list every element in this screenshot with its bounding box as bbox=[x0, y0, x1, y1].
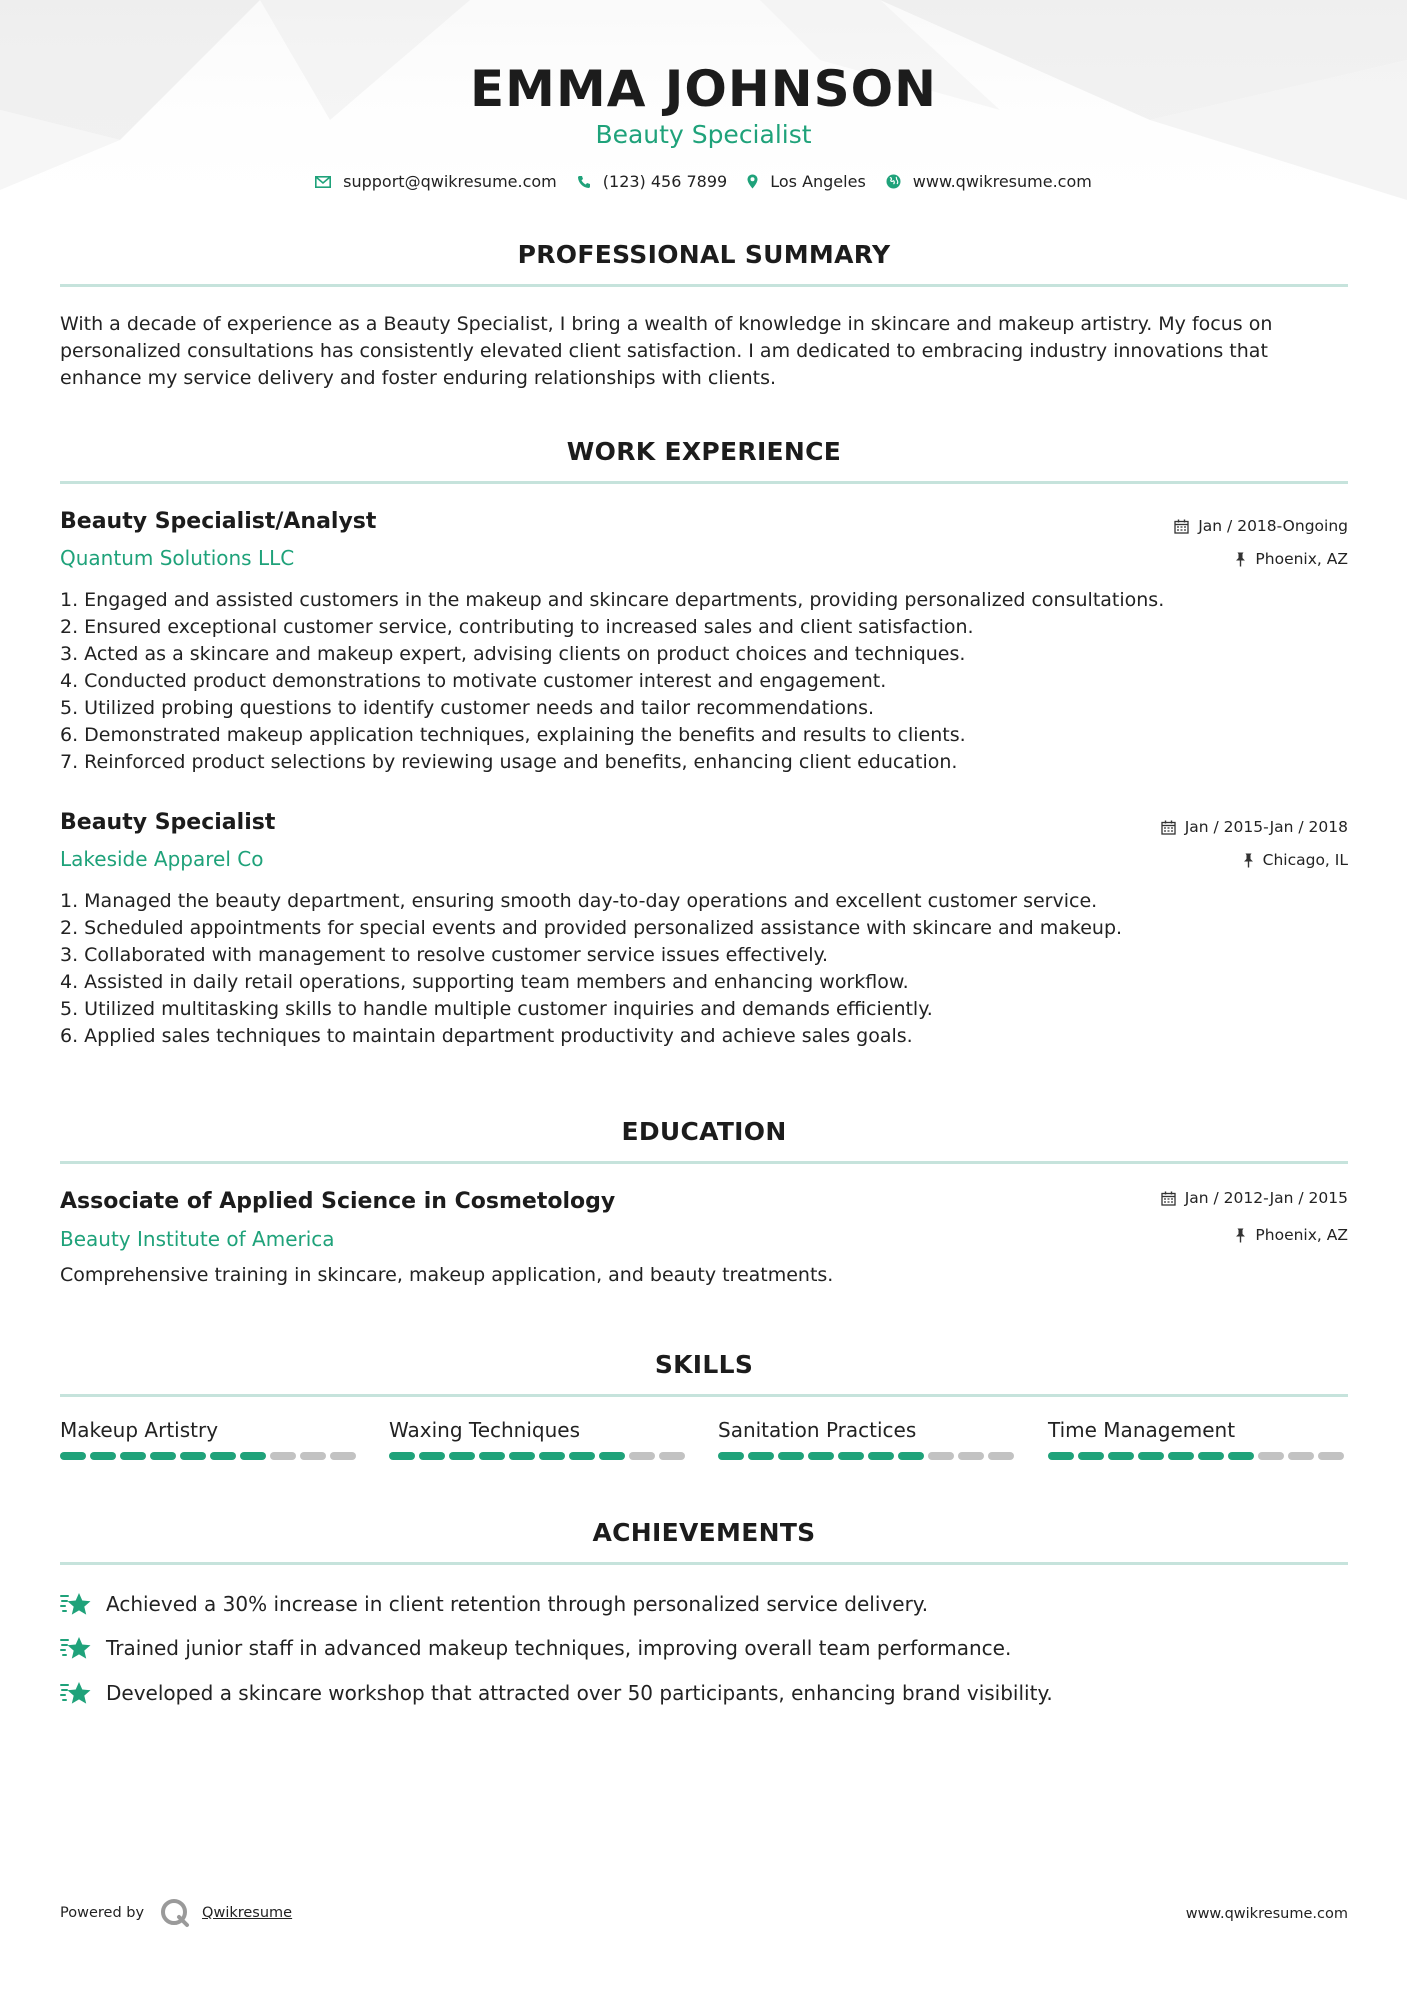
candidate-title: Beauty Specialist bbox=[595, 120, 812, 149]
skill-segment-filled bbox=[180, 1452, 206, 1460]
skill-segment-filled bbox=[569, 1452, 595, 1460]
phone-icon bbox=[577, 175, 591, 189]
achievement-text: Trained junior staff in advanced makeup techniques, improving overall team performance. bbox=[106, 1636, 1012, 1660]
education-divider bbox=[60, 1161, 1348, 1164]
contact-location bbox=[747, 172, 866, 191]
skill-waxing-techniques bbox=[389, 1418, 689, 1460]
skill-segment-empty bbox=[629, 1452, 655, 1460]
school-name: Beauty Institute of America bbox=[60, 1227, 335, 1251]
calendar-icon bbox=[1174, 519, 1189, 534]
star-icon bbox=[60, 1636, 92, 1660]
education-description: Comprehensive training in skincare, makeup application, and beauty treatments. bbox=[60, 1264, 834, 1286]
job-duties-list bbox=[60, 587, 1350, 776]
skill-makeup-artistry bbox=[60, 1418, 360, 1460]
contact-email-text: support@qwikresume.com bbox=[343, 172, 557, 191]
education-location-text: Phoenix, AZ bbox=[1255, 1226, 1348, 1244]
achievement-text: Achieved a 30% increase in client retention through personalized service delivery. bbox=[106, 1592, 929, 1616]
skill-name: Makeup Artistry bbox=[60, 1418, 219, 1442]
education-dates-text: Jan / 2012-Jan / 2015 bbox=[1184, 1189, 1348, 1207]
list-item: 4. Conducted product demonstrations to motivate customer interest and engagement. bbox=[60, 670, 887, 692]
powered-by-label: Powered by bbox=[60, 1905, 145, 1921]
skill-segment-filled bbox=[1198, 1452, 1224, 1460]
achievement-text: Developed a skincare workshop that attracted over 50 participants, enhancing brand visibility. bbox=[106, 1681, 1053, 1705]
list-item: 7. Reinforced product selections by reviewing usage and benefits, enhancing client education. bbox=[60, 751, 958, 773]
skill-segment-filled bbox=[449, 1452, 475, 1460]
footer-website[interactable]: www.qwikresume.com bbox=[1185, 1906, 1348, 1922]
skill-segment-filled bbox=[898, 1452, 924, 1460]
list-item: 5. Utilized multitasking skills to handle multiple customer inquiries and demands efficiently. bbox=[60, 998, 933, 1020]
map-pin-icon bbox=[747, 174, 758, 189]
skill-segment-empty bbox=[1288, 1452, 1314, 1460]
calendar-icon bbox=[1161, 820, 1176, 835]
work-divider bbox=[60, 481, 1348, 484]
skill-segment-filled bbox=[748, 1452, 774, 1460]
skill-segment-filled bbox=[1078, 1452, 1104, 1460]
list-item: 3. Acted as a skincare and makeup expert, advising clients on product choices and techniques. bbox=[60, 643, 966, 665]
job-location bbox=[1235, 550, 1348, 568]
calendar-icon bbox=[1161, 1191, 1176, 1206]
list-item: 6. Demonstrated makeup application techniques, explaining the benefits and results to clients. bbox=[60, 724, 966, 746]
skill-segment-filled bbox=[210, 1452, 236, 1460]
contact-email[interactable] bbox=[315, 172, 557, 191]
skill-segment-filled bbox=[1228, 1452, 1254, 1460]
skill-segment-empty bbox=[659, 1452, 685, 1460]
summary-heading: PROFESSIONAL SUMMARY bbox=[517, 240, 891, 269]
contact-phone-text: (123) 456 7899 bbox=[602, 172, 728, 191]
skill-segment-filled bbox=[1138, 1452, 1164, 1460]
achievement-item bbox=[60, 1592, 928, 1616]
job-title: Beauty Specialist bbox=[60, 810, 276, 835]
job-location-text: Phoenix, AZ bbox=[1255, 550, 1348, 568]
skill-segment-filled bbox=[90, 1452, 116, 1460]
job-dates-text: Jan / 2015-Jan / 2018 bbox=[1184, 818, 1348, 836]
job-location bbox=[1243, 851, 1348, 869]
skill-segment-filled bbox=[60, 1452, 86, 1460]
list-item: 2. Ensured exceptional customer service, contributing to increased sales and client satisfaction. bbox=[60, 616, 974, 638]
degree-title: Associate of Applied Science in Cosmetology bbox=[60, 1189, 616, 1214]
achievement-item bbox=[60, 1681, 1053, 1705]
skill-segment-filled bbox=[868, 1452, 894, 1460]
skill-segment-filled bbox=[389, 1452, 415, 1460]
skill-segment-filled bbox=[150, 1452, 176, 1460]
list-item: 2. Scheduled appointments for special events and provided personalized assistance with skincare and makeup. bbox=[60, 917, 1123, 939]
skill-segment-filled bbox=[120, 1452, 146, 1460]
list-item: 3. Collaborated with management to resolve customer service issues effectively. bbox=[60, 944, 829, 966]
skill-segment-empty bbox=[988, 1452, 1014, 1460]
contact-location-text: Los Angeles bbox=[770, 172, 866, 191]
skill-segment-filled bbox=[1108, 1452, 1134, 1460]
star-icon bbox=[60, 1592, 92, 1616]
skill-segment-filled bbox=[419, 1452, 445, 1460]
job-duties-list bbox=[60, 888, 1350, 1050]
skill-level-bar bbox=[60, 1452, 360, 1460]
education-location bbox=[1235, 1226, 1348, 1244]
skill-segment-filled bbox=[240, 1452, 266, 1460]
skill-segment-filled bbox=[778, 1452, 804, 1460]
footer-powered-by bbox=[60, 1898, 292, 1928]
pushpin-icon bbox=[1235, 552, 1246, 567]
list-item: 5. Utilized probing questions to identify customer needs and tailor recommendations. bbox=[60, 697, 875, 719]
job-dates-text: Jan / 2018-Ongoing bbox=[1198, 517, 1348, 535]
candidate-name: EMMA JOHNSON bbox=[470, 60, 937, 118]
skill-name: Sanitation Practices bbox=[718, 1418, 917, 1442]
globe-icon bbox=[886, 174, 901, 189]
list-item: 4. Assisted in daily retail operations, supporting team members and enhancing workflow. bbox=[60, 971, 909, 993]
achievements-heading: ACHIEVEMENTS bbox=[592, 1518, 816, 1547]
education-dates bbox=[1161, 1189, 1348, 1207]
summary-divider bbox=[60, 284, 1348, 287]
job-company: Lakeside Apparel Co bbox=[60, 847, 264, 871]
contact-phone[interactable] bbox=[577, 172, 727, 191]
skill-segment-filled bbox=[1168, 1452, 1194, 1460]
list-item: 6. Applied sales techniques to maintain department productivity and achieve sales goals. bbox=[60, 1025, 913, 1047]
skill-segment-empty bbox=[958, 1452, 984, 1460]
job-title: Beauty Specialist/Analyst bbox=[60, 509, 377, 534]
star-icon bbox=[60, 1681, 92, 1705]
pushpin-icon bbox=[1235, 1228, 1246, 1243]
contact-website[interactable] bbox=[886, 172, 1092, 191]
skill-segment-empty bbox=[300, 1452, 326, 1460]
job-location-text: Chicago, IL bbox=[1262, 851, 1348, 869]
skill-segment-filled bbox=[718, 1452, 744, 1460]
work-heading: WORK EXPERIENCE bbox=[566, 437, 842, 466]
skill-sanitation-practices bbox=[718, 1418, 1018, 1460]
skill-segment-filled bbox=[479, 1452, 505, 1460]
skill-time-management bbox=[1048, 1418, 1348, 1460]
skill-segment-empty bbox=[270, 1452, 296, 1460]
skill-segment-empty bbox=[1258, 1452, 1284, 1460]
pushpin-icon bbox=[1243, 853, 1254, 868]
achievement-item bbox=[60, 1636, 1011, 1660]
contact-website-text: www.qwikresume.com bbox=[912, 172, 1092, 191]
envelope-icon bbox=[315, 176, 331, 188]
skill-segment-filled bbox=[599, 1452, 625, 1460]
skill-name: Waxing Techniques bbox=[389, 1418, 580, 1442]
skill-level-bar bbox=[389, 1452, 689, 1460]
qwikresume-logo-icon bbox=[160, 1898, 190, 1928]
skill-segment-empty bbox=[928, 1452, 954, 1460]
skill-segment-filled bbox=[539, 1452, 565, 1460]
education-heading: EDUCATION bbox=[621, 1117, 787, 1146]
skill-segment-filled bbox=[1048, 1452, 1074, 1460]
job-dates bbox=[1161, 818, 1348, 836]
achievements-divider bbox=[60, 1562, 1348, 1565]
list-item: 1. Managed the beauty department, ensuring smooth day-to-day operations and excellent customer service. bbox=[60, 890, 1098, 912]
skill-name: Time Management bbox=[1048, 1418, 1236, 1442]
skill-level-bar bbox=[1048, 1452, 1348, 1460]
contact-bar bbox=[0, 172, 1407, 191]
summary-text: With a decade of experience as a Beauty Specialist, I bring a wealth of knowledge in skincare and makeup artistry. My focus on personalized consultations has consistently elevated client satisfaction. I am dedicated to embracing industry innovations that enhance my service delivery and foster enduring relationships with clients. bbox=[60, 313, 1273, 389]
list-item: 1. Engaged and assisted customers in the makeup and skincare departments, providing personalized consultations. bbox=[60, 589, 1165, 611]
skills-divider bbox=[60, 1394, 1348, 1397]
skill-segment-filled bbox=[838, 1452, 864, 1460]
skills-heading: SKILLS bbox=[654, 1350, 754, 1379]
skill-segment-empty bbox=[1318, 1452, 1344, 1460]
job-company: Quantum Solutions LLC bbox=[60, 546, 295, 570]
skill-segment-empty bbox=[330, 1452, 356, 1460]
job-dates bbox=[1174, 517, 1348, 535]
skill-segment-filled bbox=[509, 1452, 535, 1460]
qwikresume-link[interactable]: Qwikresume bbox=[202, 1905, 293, 1921]
skill-level-bar bbox=[718, 1452, 1018, 1460]
skill-segment-filled bbox=[808, 1452, 834, 1460]
